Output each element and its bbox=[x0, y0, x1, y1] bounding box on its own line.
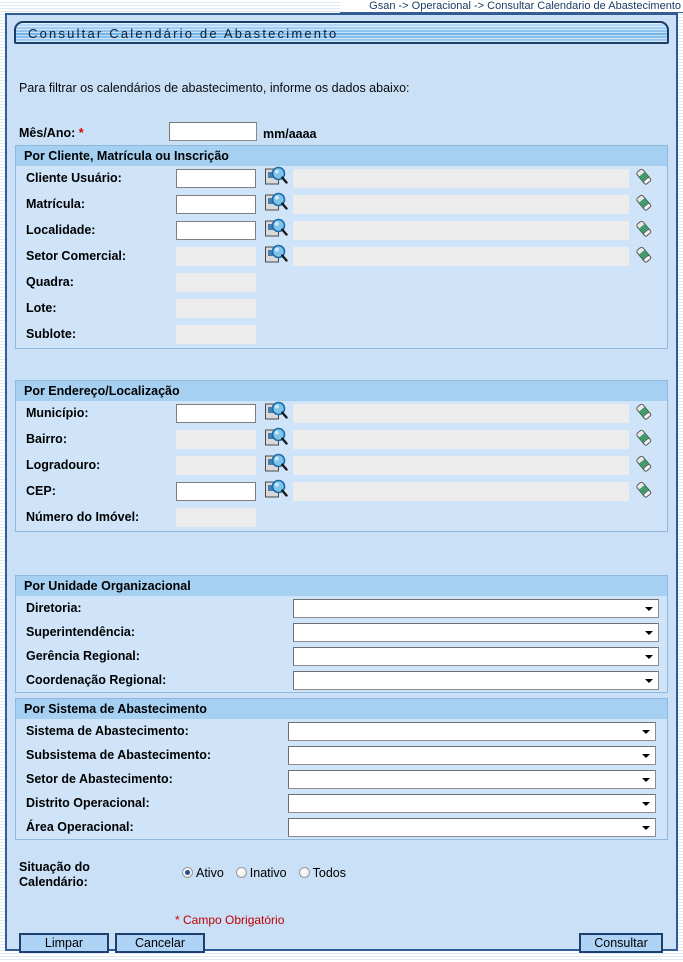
radio-option-inativo[interactable] bbox=[236, 866, 287, 880]
dropdown-select[interactable] bbox=[293, 671, 659, 690]
field-row bbox=[16, 296, 667, 322]
radio-option-ativo[interactable] bbox=[182, 866, 224, 880]
radio-option-label: Todos bbox=[312, 866, 346, 880]
required-note-text: Campo Obrigatório bbox=[179, 913, 285, 927]
situacao-calendario-label bbox=[19, 860, 90, 890]
dropdown-select[interactable] bbox=[288, 818, 656, 837]
chevron-down-icon bbox=[642, 730, 650, 734]
field-row bbox=[16, 270, 667, 296]
field-label: Sublote: bbox=[26, 327, 76, 341]
select-row bbox=[16, 719, 667, 743]
section-header-por-cliente: Por Cliente, Matrícula ou Inscrição bbox=[16, 146, 667, 166]
section-por-endereco bbox=[15, 380, 668, 532]
dropdown-select[interactable] bbox=[293, 647, 659, 666]
select-row bbox=[16, 815, 667, 839]
field-label: CEP: bbox=[26, 484, 56, 498]
eraser-icon[interactable] bbox=[634, 167, 654, 187]
radio-button[interactable] bbox=[236, 867, 247, 878]
field-description-input bbox=[293, 169, 629, 188]
field-label: Setor Comercial: bbox=[26, 249, 127, 263]
eraser-icon[interactable] bbox=[634, 428, 654, 448]
select-row bbox=[16, 743, 667, 767]
eraser-icon[interactable] bbox=[634, 402, 654, 422]
select-label: Setor de Abastecimento: bbox=[26, 772, 173, 786]
eraser-icon[interactable] bbox=[634, 480, 654, 500]
section-header-por-endereco: Por Endereço/Localização bbox=[16, 381, 667, 401]
dropdown-select[interactable] bbox=[288, 746, 656, 765]
eraser-icon[interactable] bbox=[634, 193, 654, 213]
window-title-bar bbox=[14, 21, 669, 44]
field-code-input[interactable] bbox=[176, 404, 256, 423]
field-row bbox=[16, 505, 667, 531]
dropdown-select[interactable] bbox=[288, 770, 656, 789]
search-icon[interactable] bbox=[264, 452, 288, 476]
consultar-button[interactable]: Consultar bbox=[579, 933, 663, 953]
chevron-down-icon bbox=[642, 754, 650, 758]
field-row bbox=[16, 244, 667, 270]
field-code-input[interactable] bbox=[176, 221, 256, 240]
radio-option-todos[interactable] bbox=[299, 866, 346, 880]
section-header-por-unidade: Por Unidade Organizacional bbox=[16, 576, 667, 596]
section-body-por-unidade bbox=[16, 596, 667, 692]
dropdown-select[interactable] bbox=[288, 794, 656, 813]
search-icon[interactable] bbox=[264, 165, 288, 189]
section-por-cliente bbox=[15, 145, 668, 349]
main-window-frame bbox=[5, 13, 678, 951]
search-icon[interactable] bbox=[264, 217, 288, 241]
cancelar-button[interactable]: Cancelar bbox=[115, 933, 205, 953]
select-label: Área Operacional: bbox=[26, 820, 134, 834]
field-code-input bbox=[176, 299, 256, 318]
field-row bbox=[16, 453, 667, 479]
select-label: Diretoria: bbox=[26, 601, 82, 615]
select-row bbox=[16, 620, 667, 644]
select-row bbox=[16, 596, 667, 620]
select-label: Coordenação Regional: bbox=[26, 673, 167, 687]
field-code-input[interactable] bbox=[176, 482, 256, 501]
section-por-sistema bbox=[15, 698, 668, 840]
field-row bbox=[16, 192, 667, 218]
eraser-icon[interactable] bbox=[634, 454, 654, 474]
field-label: Município: bbox=[26, 406, 89, 420]
search-icon[interactable] bbox=[264, 191, 288, 215]
field-row bbox=[16, 427, 667, 453]
field-label: Quadra: bbox=[26, 275, 74, 289]
mes-ano-label-text: Mês/Ano: bbox=[19, 126, 76, 140]
field-code-input bbox=[176, 273, 256, 292]
field-label: Cliente Usuário: bbox=[26, 171, 122, 185]
field-label: Matrícula: bbox=[26, 197, 86, 211]
limpar-button[interactable]: Limpar bbox=[19, 933, 109, 953]
dropdown-select[interactable] bbox=[293, 599, 659, 618]
select-label: Gerência Regional: bbox=[26, 649, 140, 663]
page-title: Consultar Calendário de Abastecimento bbox=[28, 26, 339, 41]
radio-button[interactable] bbox=[299, 867, 310, 878]
field-description-input bbox=[293, 482, 629, 501]
section-header-por-sistema: Por Sistema de Abastecimento bbox=[16, 699, 667, 719]
field-row bbox=[16, 322, 667, 348]
mes-ano-label bbox=[19, 126, 84, 140]
field-code-input bbox=[176, 247, 256, 266]
mes-ano-input[interactable] bbox=[169, 122, 257, 141]
dropdown-select[interactable] bbox=[293, 623, 659, 642]
field-row bbox=[16, 479, 667, 505]
eraser-icon[interactable] bbox=[634, 219, 654, 239]
chevron-down-icon bbox=[645, 631, 653, 635]
section-por-unidade bbox=[15, 575, 668, 693]
chevron-down-icon bbox=[642, 826, 650, 830]
field-code-input[interactable] bbox=[176, 169, 256, 188]
field-label: Lote: bbox=[26, 301, 57, 315]
select-row bbox=[16, 791, 667, 815]
search-icon[interactable] bbox=[264, 400, 288, 424]
radio-option-label: Inativo bbox=[249, 866, 287, 880]
field-description-input bbox=[293, 430, 629, 449]
required-field-note bbox=[175, 913, 284, 927]
select-row bbox=[16, 644, 667, 668]
field-row bbox=[16, 401, 667, 427]
chevron-down-icon bbox=[645, 655, 653, 659]
search-icon[interactable] bbox=[264, 478, 288, 502]
dropdown-select[interactable] bbox=[288, 722, 656, 741]
select-label: Subsistema de Abastecimento: bbox=[26, 748, 212, 762]
field-row bbox=[16, 166, 667, 192]
field-label: Localidade: bbox=[26, 223, 96, 237]
radio-option-label: Ativo bbox=[196, 866, 224, 880]
field-code-input bbox=[176, 508, 256, 527]
radio-button[interactable] bbox=[182, 867, 193, 878]
field-description-input bbox=[293, 247, 629, 266]
situacao-label-line1: Situação do bbox=[19, 860, 90, 874]
situacao-label-line2: Calendário: bbox=[19, 875, 88, 889]
field-description-input bbox=[293, 404, 629, 423]
eraser-icon[interactable] bbox=[634, 245, 654, 265]
field-code-input bbox=[176, 456, 256, 475]
field-code-input[interactable] bbox=[176, 195, 256, 214]
form-intro-text: Para filtrar os calendários de abastecimento, informe os dados abaixo: bbox=[19, 81, 410, 95]
field-code-input bbox=[176, 430, 256, 449]
select-label: Sistema de Abastecimento: bbox=[26, 724, 189, 738]
field-description-input bbox=[293, 221, 629, 240]
section-body-por-sistema bbox=[16, 719, 667, 839]
field-description-input bbox=[293, 456, 629, 475]
situacao-radio-group[interactable] bbox=[182, 864, 358, 882]
field-row bbox=[16, 218, 667, 244]
chevron-down-icon bbox=[645, 607, 653, 611]
field-label: Logradouro: bbox=[26, 458, 101, 472]
field-label: Bairro: bbox=[26, 432, 67, 446]
mes-ano-required-marker: * bbox=[78, 126, 84, 140]
select-label: Distrito Operacional: bbox=[26, 796, 150, 810]
section-body-por-endereco bbox=[16, 401, 667, 531]
field-description-input bbox=[293, 195, 629, 214]
chevron-down-icon bbox=[642, 802, 650, 806]
search-icon[interactable] bbox=[264, 426, 288, 450]
select-row bbox=[16, 668, 667, 692]
select-label: Superintendência: bbox=[26, 625, 136, 639]
field-code-input bbox=[176, 325, 256, 344]
chevron-down-icon bbox=[642, 778, 650, 782]
field-label: Número do Imóvel: bbox=[26, 510, 140, 524]
select-row bbox=[16, 767, 667, 791]
breadcrumb: Gsan -> Operacional -> Consultar Calendario de Abastecimento bbox=[340, 0, 683, 13]
required-note-marker: * bbox=[175, 913, 180, 927]
chevron-down-icon bbox=[645, 679, 653, 683]
section-body-por-cliente bbox=[16, 166, 667, 348]
mes-ano-format-hint: mm/aaaa bbox=[263, 127, 317, 141]
search-icon[interactable] bbox=[264, 243, 288, 267]
